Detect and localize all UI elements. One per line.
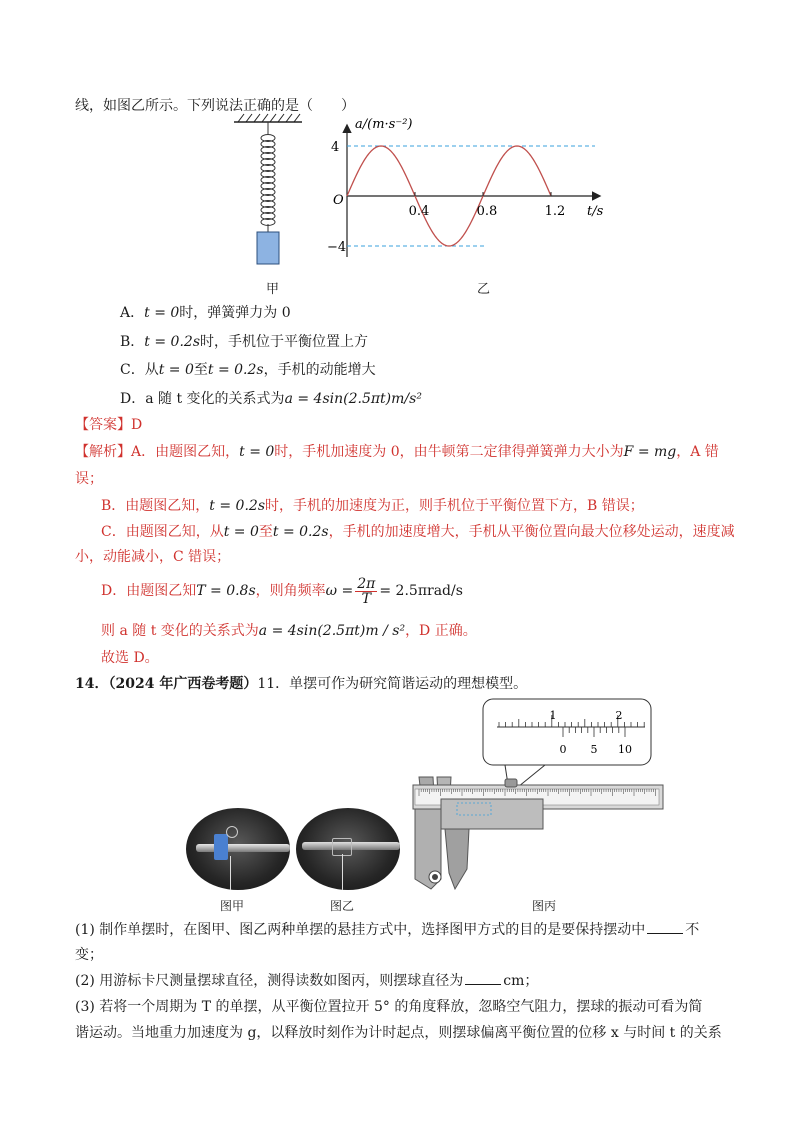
zoom-main-tick-1: 1 xyxy=(549,709,557,722)
y-axis-label: a/(m·s⁻²) xyxy=(355,117,413,132)
x-tick-1.2: 1.2 xyxy=(544,204,566,219)
analysis-a: 【解析】A．由题图乙知，t = 0时，手机加速度为 0，由牛顿第二定律得弹簧弹力大小为F = mg，A 错 xyxy=(75,444,719,460)
q14-part3-cont: 谐运动。当地重力加速度为 g，以释放时刻作为计时起点，则摆球偏离平衡位置的位移 x 与时间 t 的关系 xyxy=(75,1025,722,1041)
option-a[interactable]: A．t = 0时，弹簧弹力为 0 xyxy=(120,305,291,321)
answer-label: 【答案】D xyxy=(75,417,143,433)
y-tick-negative: −4 xyxy=(327,240,347,255)
x-tick-0.8: 0.8 xyxy=(476,204,498,219)
caliper-caption: 图丙 xyxy=(532,899,557,913)
fig-jia-caption: 甲 xyxy=(266,282,280,297)
photo-yi-caption: 图乙 xyxy=(330,899,355,913)
option-c[interactable]: C．从t = 0至t = 0.2s，手机的动能增大 xyxy=(120,362,376,378)
option-d[interactable]: D．a 随 t 变化的关系式为a = 4sin(2.5πt)m/s² xyxy=(120,391,422,407)
x-tick-0.4: 0.4 xyxy=(408,204,430,219)
fig-yi-caption: 乙 xyxy=(477,282,491,297)
analysis-d-formula: 则 a 随 t 变化的关系式为a = 4sin(2.5πt)m / s²，D 正确。 xyxy=(101,623,477,639)
analysis-d: D．由题图乙知T = 0.8s，则角频率ω = $\frac{2\pi}{T}$ = 2.5πrad/s xyxy=(101,575,463,607)
acceleration-time-chart xyxy=(325,112,615,262)
analysis-b: B．由题图乙知，t = 0.2s时，手机的加速度为正，则手机位于平衡位置下方，B 错误； xyxy=(101,498,644,514)
zoom-vernier-tick-0: 0 xyxy=(559,743,567,756)
photo-jia xyxy=(186,808,290,890)
q14-part2: (2) 用游标卡尺测量摆球直径，测得读数如图丙，则摆球直径为 cm； xyxy=(75,970,538,992)
zoom-vernier-tick-10: 10 xyxy=(618,743,632,756)
x-axis-label: t/s xyxy=(587,204,604,219)
q14-part1: (1) 制作单摆时，在图甲、图乙两种单摆的悬挂方式中，选择图甲方式的目的是要保持摆动中 不 xyxy=(75,919,699,941)
option-b[interactable]: B．t = 0.2s时，手机位于平衡位置上方 xyxy=(120,334,369,350)
q13-stem-tail: 线，如图乙所示。下列说法正确的是（ ） xyxy=(75,98,355,114)
q14-part1-cont: 变； xyxy=(75,947,103,963)
photo-yi xyxy=(296,808,400,890)
q14-part3: (3) 若将一个周期为 T 的单摆，从平衡位置拉开 5° 的角度释放，忽略空气阻力，摆球的振动可看为简 xyxy=(75,999,703,1015)
photo-jia-caption: 图甲 xyxy=(220,899,245,913)
y-tick-positive: 4 xyxy=(331,140,340,155)
analysis-c-cont: 小，动能减小，C 错误； xyxy=(75,549,231,565)
origin-label: O xyxy=(333,193,344,208)
analysis-a-cont: 误； xyxy=(75,471,103,487)
spring-figure xyxy=(228,112,312,274)
zoom-vernier-tick-5: 5 xyxy=(590,743,598,756)
zoom-main-tick-2: 2 xyxy=(615,709,623,722)
analysis-conclusion: 故选 D。 xyxy=(101,650,159,666)
vernier-caliper-figure xyxy=(405,693,670,893)
answer-blank-2[interactable] xyxy=(465,970,501,985)
answer-blank-1[interactable] xyxy=(647,919,683,934)
q14-title: 14．（2024 年广西卷考题）11．单摆可作为研究简谐运动的理想模型。 xyxy=(75,676,528,692)
analysis-c: C．由题图乙知，从t = 0至t = 0.2s，手机的加速度增大，手机从平衡位置向最大位移处运动，速度减 xyxy=(101,524,735,540)
